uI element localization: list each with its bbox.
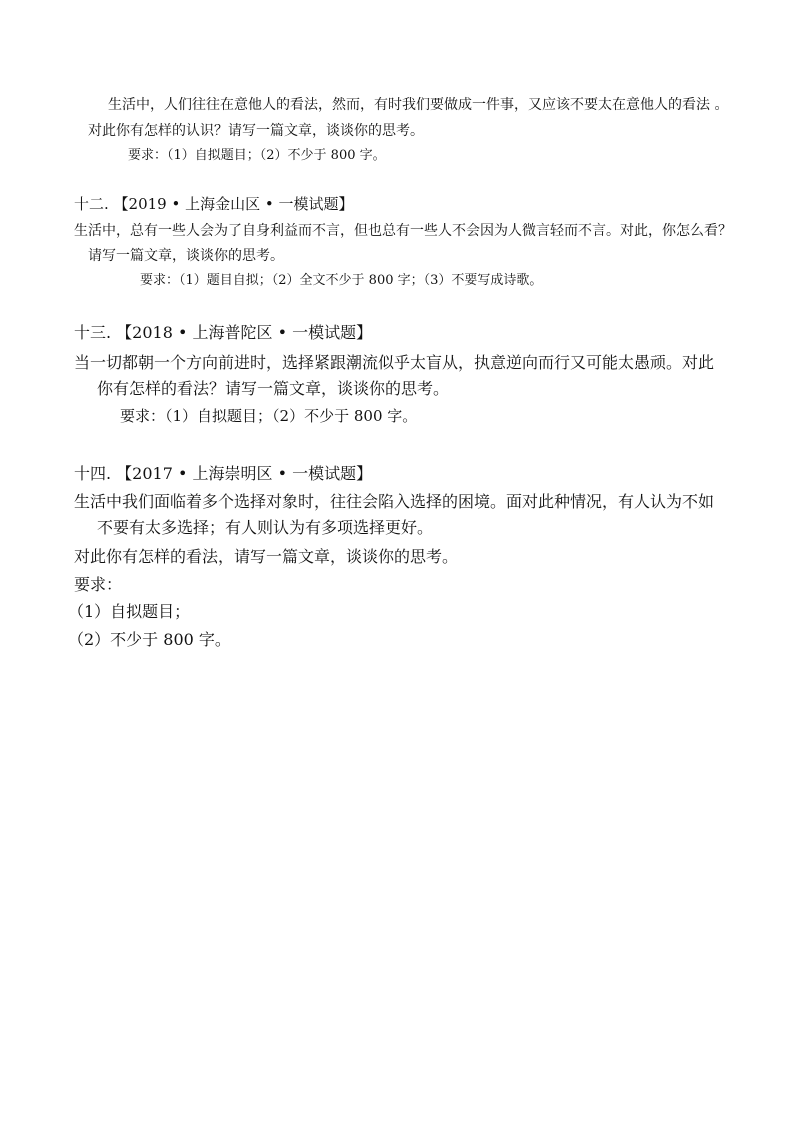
prompt-line: 请写一篇文章，谈谈你的思考。: [88, 248, 284, 264]
prompt-line: 当一切都朝一个方向前进时，选择紧跟潮流似乎太盲从，执意逆向而行又可能太愚顽。对此: [74, 353, 715, 372]
prompt-line: 你有怎样的看法？请写一篇文章，谈谈你的思考。: [97, 379, 450, 398]
requirements-item: （2）不少于 800 字。: [68, 630, 231, 649]
prompt-line: 生活中，人们往往在意他人的看法，然而，有时我们要做成一件事，又应该不要太在意他人的看法 。: [108, 97, 729, 113]
requirements-line: 要求：（1）自拟题目；（2）不少于 800 字。: [120, 407, 418, 425]
question-heading: 十二. 【2019 • 上海金山区 • 一模试题】: [74, 195, 354, 213]
question-heading: 十四. 【2017 • 上海崇明区 • 一模试题】: [74, 464, 373, 483]
prompt-line: 生活中我们面临着多个选择对象时，往往会陷入选择的困境。面对此种情况，有人认为不如: [74, 492, 715, 511]
prompt-line: 不要有太多选择；有人则认为有多项选择更好。: [97, 518, 434, 537]
prompt-line: 生活中，总有一些人会为了自身利益而不言，但也总有一些人不会因为人微言轻而不言。对此，你怎么看？: [74, 223, 732, 239]
requirements-line: 要求：（1）自拟题目；（2）不少于 800 字。: [128, 148, 386, 163]
requirements-label: 要求：: [74, 575, 123, 594]
prompt-line: 对此你有怎样的看法，请写一篇文章，谈谈你的思考。: [74, 547, 459, 566]
question-heading: 十三. 【2018 • 上海普陀区 • 一模试题】: [74, 323, 373, 342]
requirements-line: 要求：（1）题目自拟；（2）全文不少于 800 字；（3）不要写成诗歌。: [140, 273, 543, 288]
prompt-line: 对此你有怎样的认识？请写一篇文章，谈谈你的思考。: [88, 123, 424, 139]
requirements-item: （1）自拟题目；: [68, 602, 191, 621]
